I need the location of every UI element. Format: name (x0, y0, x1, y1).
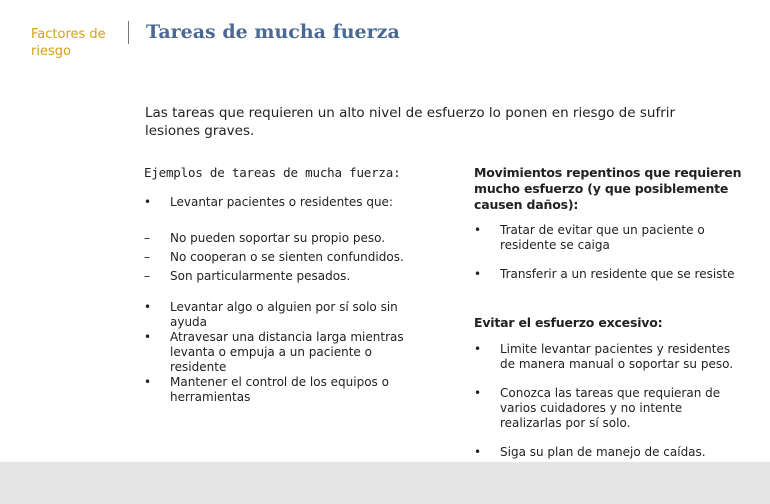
list-item-text: Transferir a un residente que se resiste (500, 267, 735, 281)
list-item (474, 223, 746, 253)
list-item-text: Mantener el control de los equipos o herramientas (170, 375, 389, 404)
bullet-marker: • (144, 375, 152, 389)
list-item-text: Son particularmente pesados. (170, 269, 351, 283)
dash-marker: – (144, 231, 150, 245)
list-item-text: Tratar de evitar que un paciente o residente se caiga (500, 223, 705, 252)
page-title: Tareas de mucha fuerza (146, 21, 400, 43)
list-item (144, 330, 419, 375)
list-item-text: Levantar algo o alguien por sí solo sin ayuda (170, 300, 398, 329)
list-item-text: Limite levantar pacientes y residentes de manera manual o soportar su peso. (500, 342, 734, 371)
footer-bar (0, 462, 770, 504)
list-item (144, 195, 444, 210)
avoid-strain-list (474, 342, 746, 460)
sudden-movements-heading: Movimientos repentinos que requieren mucho esfuerzo (y que posiblemente causen daños): (474, 165, 742, 212)
list-item (144, 231, 444, 246)
avoid-strain-heading: Evitar el esfuerzo excesivo: (474, 315, 663, 330)
intro-paragraph: Las tareas que requieren un alto nivel de esfuerzo lo ponen en riesgo de sufrir lesiones graves. (145, 105, 676, 139)
list-item-text: Siga su plan de manejo de caídas. (500, 445, 706, 459)
list-item-text: Conozca las tareas que requieran de varios cuidadores y no intente realizarlas por sí solo. (500, 386, 721, 430)
list-item-text: No pueden soportar su propio peso. (170, 231, 386, 245)
guidance-column (474, 165, 746, 460)
list-item (144, 250, 444, 265)
examples-group-1 (144, 195, 444, 210)
bullet-marker: • (144, 195, 152, 209)
list-item (474, 386, 746, 431)
list-item (144, 269, 444, 284)
examples-heading: Ejemplos de tareas de mucha fuerza: (144, 165, 401, 180)
list-item (474, 267, 746, 282)
sudden-movements-list (474, 223, 746, 282)
dash-marker: – (144, 250, 150, 264)
dash-marker: – (144, 269, 150, 283)
list-item (144, 375, 394, 405)
examples-group-2 (144, 231, 444, 284)
list-item-text: Levantar pacientes o residentes que: (170, 195, 393, 209)
examples-group-3 (144, 300, 434, 405)
bullet-marker: • (474, 386, 482, 400)
bullet-marker: • (474, 267, 482, 281)
title-divider (128, 21, 129, 44)
bullet-marker: • (144, 330, 152, 344)
list-item (474, 445, 746, 460)
bullet-marker: • (144, 300, 152, 314)
bullet-marker: • (474, 445, 482, 459)
section-label: Factores de riesgo (31, 27, 106, 59)
list-item (144, 300, 434, 330)
list-item-text: Atravesar una distancia larga mientras levanta o empuja a un paciente o residente (170, 330, 404, 374)
examples-column (144, 165, 444, 405)
list-item (474, 342, 746, 372)
bullet-marker: • (474, 342, 482, 356)
bullet-marker: • (474, 223, 482, 237)
list-item-text: No cooperan o se sienten confundidos. (170, 250, 404, 264)
